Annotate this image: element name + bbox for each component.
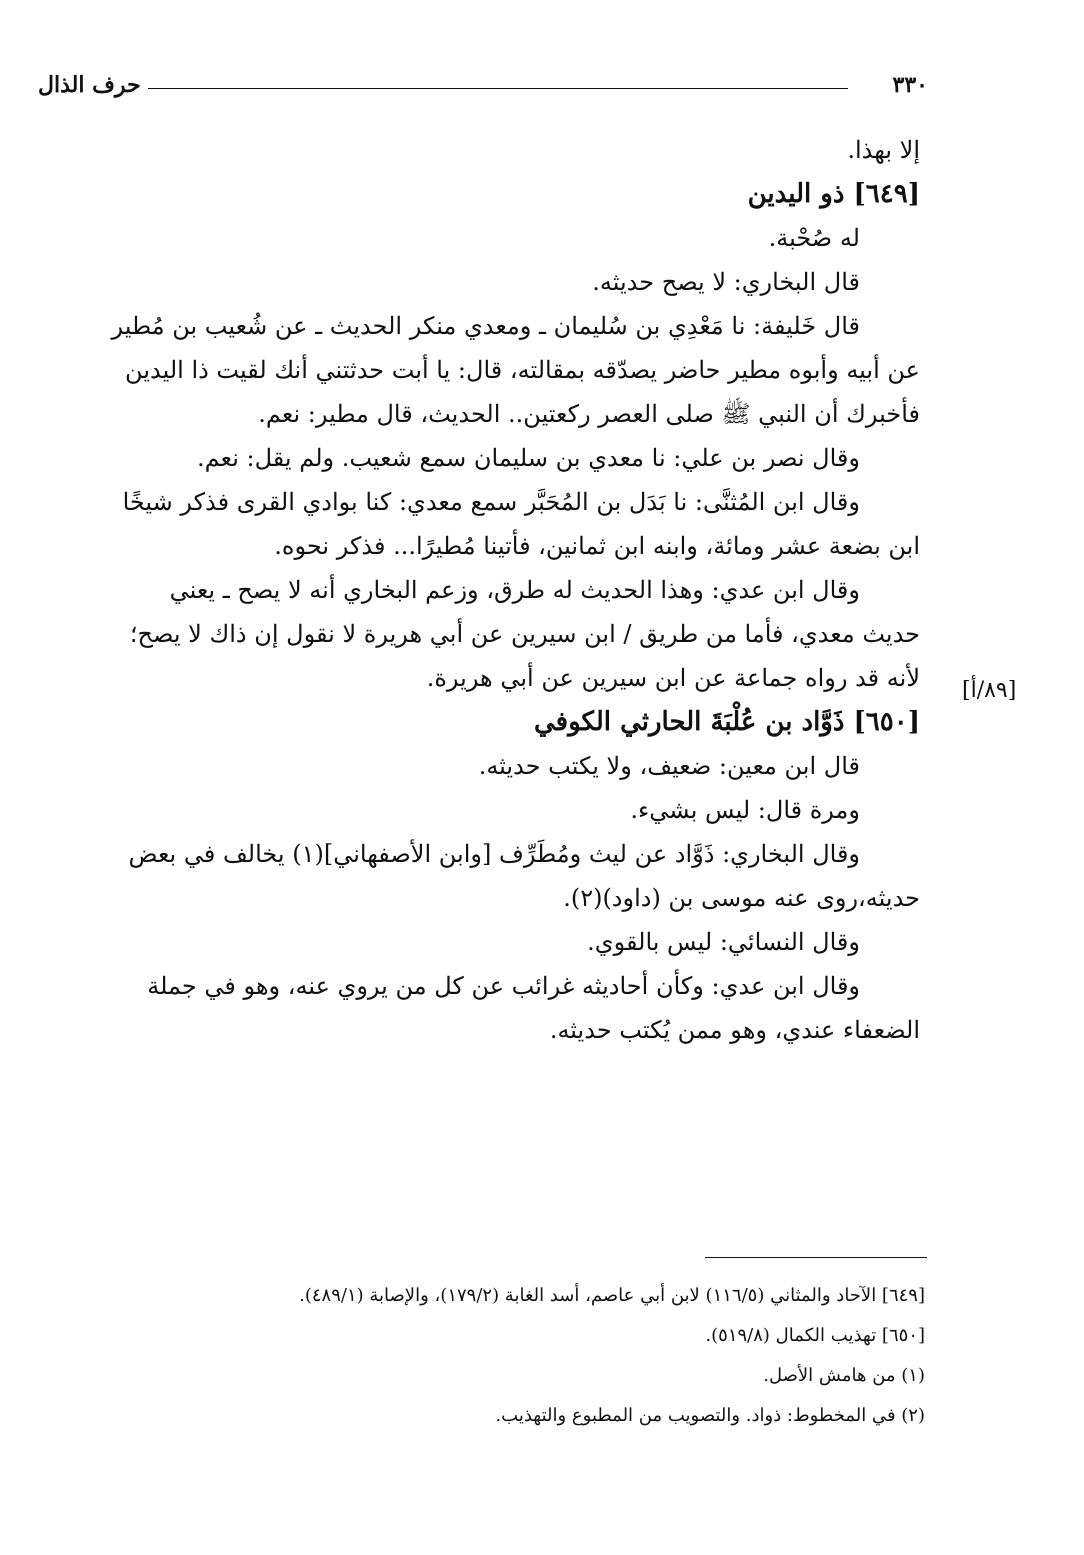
text-line: فأخبرك أن النبي ﷺ صلى العصر ركعتين.. الحديث، قال مطير: نعم.: [258, 400, 920, 428]
text-line: له صُحْبة.: [768, 224, 860, 252]
page-number: ٣٣٠: [892, 72, 928, 98]
text-line: قال خَليفة: نا مَعْدِي بن سُليمان ـ ومعدي منكر الحديث ـ عن شُعيب بن مُطير: [111, 312, 860, 340]
text-line: وقال ابن عدي: وهذا الحديث له طرق، وزعم البخاري أنه لا يصح ـ يعني: [169, 576, 860, 604]
text-line: الضعفاء عندي، وهو ممن يُكتب حديثه.: [549, 1016, 920, 1044]
entry-heading-649: [٦٤٩] ذو اليدين: [747, 179, 920, 209]
footnote-rule: [705, 1257, 927, 1258]
text-line: وقال نصر بن علي: نا معدي بن سليمان سمع شعيب. ولم يقل: نعم.: [197, 444, 860, 472]
footnotes: [130, 1276, 925, 1436]
footnote: [٦٤٩] الآحاد والمثاني (١١٦/٥) لابن أبي عاصم، أسد الغابة (١٧٩/٢)، والإصابة (٤٨٩/١).: [299, 1285, 925, 1306]
running-head: حرف الذال: [38, 72, 141, 98]
footnote: (١) من هامش الأصل.: [763, 1365, 925, 1386]
text-line: قال البخاري: لا يصح حديثه.: [592, 268, 860, 296]
footnote: [٦٥٠] تهذيب الكمال (٥١٩/٨).: [705, 1325, 925, 1346]
text-line: وقال النسائي: ليس بالقوي.: [587, 928, 860, 956]
entry-heading-650: [٦٥٠] ذَوَّاد بن عُلْبَةَ الحارثي الكوفي: [534, 707, 920, 737]
text-line: حديث معدي، فأما من طريق / ابن سيرين عن أبي هريرة لا نقول إن ذاك لا يصح؛: [129, 620, 920, 648]
text-line: وقال ابن عدي: وكأن أحاديثه غرائب عن كل من يروي عنه، وهو في جملة: [147, 972, 860, 1000]
text-line: قال ابن معين: ضعيف، ولا يكتب حديثه.: [478, 752, 860, 780]
text-line: وقال ابن المُثنَّى: نا بَدَل بن المُحَبَّر سمع معدي: كنا بوادي القرى فذكر شيخًا: [122, 488, 860, 516]
text-line: حديثه،روى عنه موسى بن (داود)(٢).: [563, 884, 920, 912]
text-line: لأنه قد رواه جماعة عن ابن سيرين عن أبي هريرة.: [426, 664, 920, 692]
main-text: [40, 128, 920, 1052]
text-line: إلا بهذا.: [847, 136, 920, 164]
margin-folio-reference: [٨٩/أ]: [962, 678, 1017, 703]
text-line: ومرة قال: ليس بشيء.: [630, 796, 860, 824]
footnote: (٢) في المخطوط: ذواد. والتصويب من المطبوع والتهذيب.: [495, 1405, 925, 1426]
text-line: وقال البخاري: ذَوَّاد عن ليث ومُطَرِّف [وابن الأصفهاني](١) يخالف في بعض: [128, 840, 860, 868]
text-line: ابن بضعة عشر ومائة، وابنه ابن ثمانين، فأتينا مُطيرًا... فذكر نحوه.: [274, 532, 920, 560]
header-rule: [148, 88, 848, 89]
page-header: [38, 72, 928, 112]
text-line: عن أبيه وأبوه مطير حاضر يصدّقه بمقالته، قال: يا أبت حدثتني أنك لقيت ذا اليدين: [125, 356, 920, 384]
